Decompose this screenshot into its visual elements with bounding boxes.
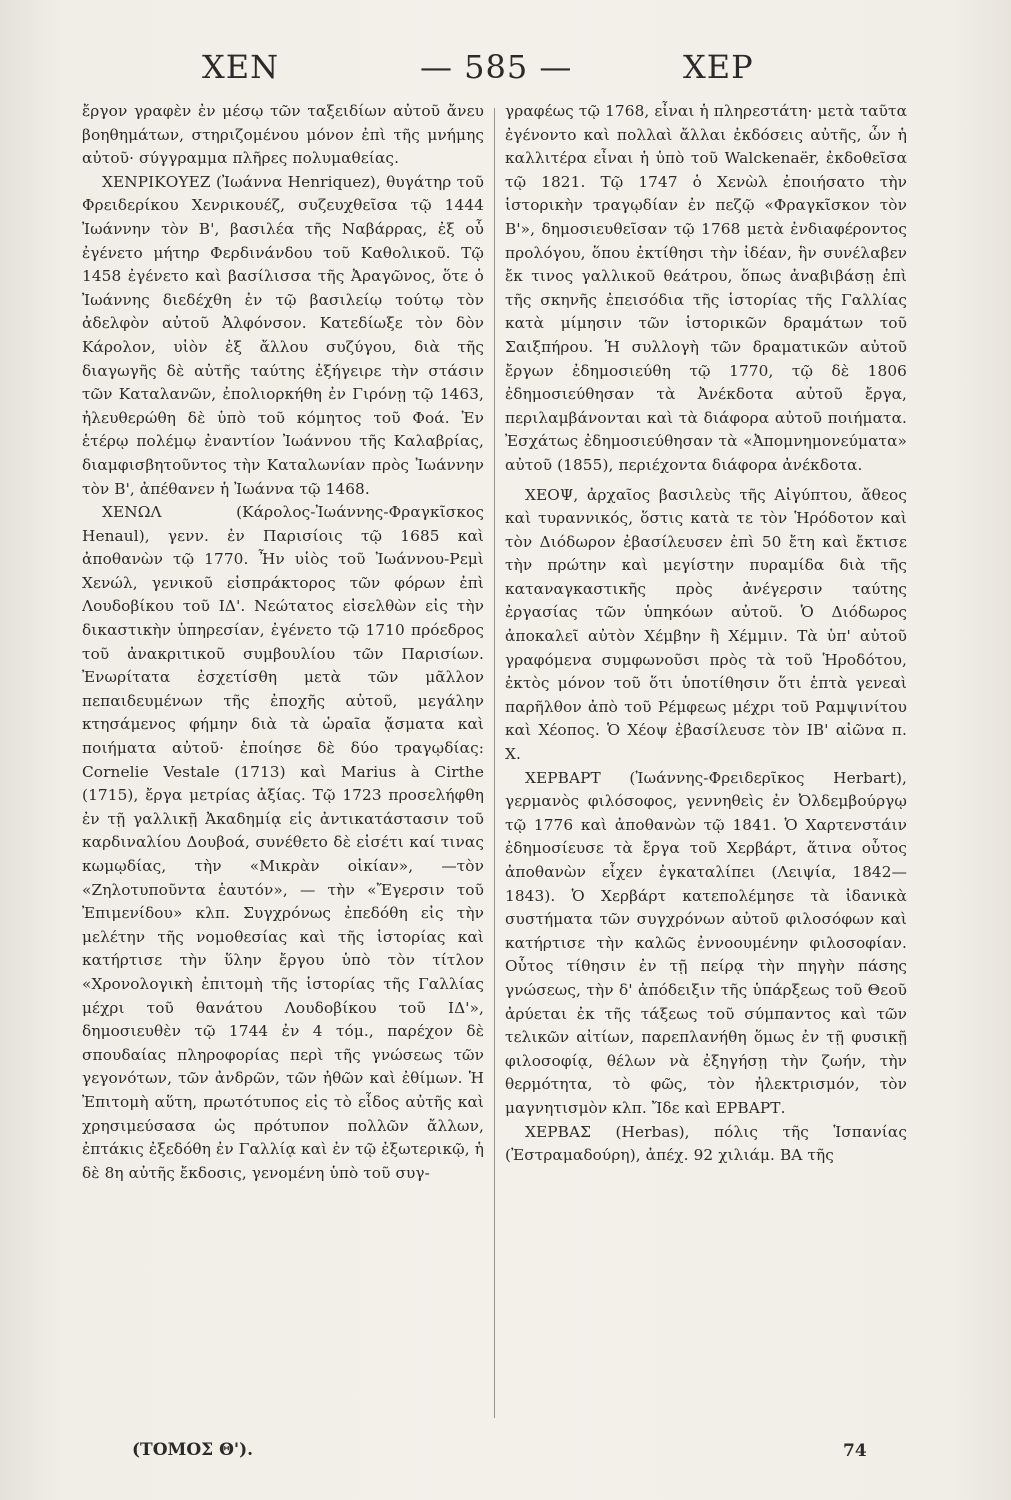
continued-paragraph-right: γραφέως τῷ 1768, εἶναι ἡ πληρεστάτη· μετὰ ταῦτα ἐγένοντο καὶ πολλαὶ ἄλλαι ἐκδόσεις αὐτῆς, ὧν ἡ καλλιτέρα εἶναι ἡ ὑπὸ τοῦ Walckenaër, ἐκδοθεῖσα τῷ 1821. Τῷ 1747 ὁ Χενὼλ ἐποιήσατο τὴν ἱστορικὴν τραγῳδίαν ἐν πεζῷ «Φραγκῖσκον τὸν Β'», δημοσιευθεῖσαν τῷ 1768 μετὰ ἐνδιαφέροντος προλόγου, ὅπου ἐκτίθησι τὴν ἰδέαν, ἣν συνέλαβεν ἔκ τινος γαλλικοῦ θεάτρου, ὅπως ἀναβιβάσῃ ἐπὶ τῆς σκηνῆς ἐπεισόδια τῆς ἱστορίας τῆς Γαλλίας κατὰ μίμησιν τῶν ἱστορικῶν δραμάτων τοῦ Σαιξπήρου. Ἡ συλλογὴ τῶν δραματικῶν αὐτοῦ ἔργων ἐδημοσιεύθη τῷ 1770, τῷ δὲ 1806 ἐδημοσιεύθησαν τὰ Ἀνέκδοτα αὐτοῦ ἔργα, περιλαμβάνονται καὶ τὰ διάφορα αὐτοῦ ποιήματα. Ἐσχάτως ἐδημοσιεύθησαν τὰ «Ἀπομνημονεύματα» αὐτοῦ (1855), περιέχοντα διάφορα ἀνέκδοτα. xyxy=(505,102,907,474)
entry-xervart: ΧΕΡΒΑΡΤ (Ἰωάννης-Φρειδερῖκος Herbart), γερμανὸς φιλόσοφος, γεννηθεὶς ἐν Ὀλδεμβούργῳ τῷ 1776 καὶ ἀποθανὼν τῷ 1841. Ὁ Χαρτενστάιν ἐδημοσίευσε τὰ ἔργα τοῦ Χερβάρτ, ἅτινα οὗτος ἀποθανὼν εἶχεν ἐγκαταλίπει (Λειψία, 1842—1843). Ὁ Χερβάρτ κατεπολέμησε τὰ ἰδανικὰ συστήματα τῶν συγχρόνων αὐτοῦ φιλοσόφων καὶ κατήρτισε τὴν καλῶς ἐννοουμένην φιλοσοφίαν. Οὗτος τίθησιν ἐν τῇ πείρᾳ τὴν πηγὴν πάσης γνώσεως, τὴν δ' ἀπόδειξιν τῆς ὑπάρξεως τοῦ Θεοῦ ἀρύεται ἐκ τῆς τάξεως τοῦ σύμπαντος καὶ τῶν τελικῶν αἰτίων, παρεπλανήθη ὅμως ἐν τῇ φυσικῇ φιλοσοφίᾳ, θέλων νὰ ἐξηγήσῃ τὴν ζωήν, τὴν θερμότητα, τὸ φῶς, τὸν ἠλεκτρισμόν, τὸν μαγνητισμὸν κλπ. Ἴδε καὶ ΕΡΒΑΡΤ. xyxy=(505,768,907,1117)
entry-xeops: ΧΕΟΨ, ἀρχαῖος βασιλεὺς τῆς Αἰγύπτου, ἄθεος καὶ τυραννικός, ὅστις κατὰ τε τὸν Ἡρόδοτον καὶ τὸν Διόδωρον ἐβασίλευσεν ἐπὶ 50 ἔτη καὶ ἔκτισε τὴν πρώτην καὶ μεγίστην πυραμίδα διὰ τῆς καταναγκαστικῆς πρὸς ἀνέγερσιν ταύτης ἐργασίας τῶν ὑπηκόων αὐτοῦ. Ὁ Διόδωρος ἀποκαλεῖ αὐτὸν Χέμβην ἢ Χέμμιν. Τὰ ὑπ' αὐτοῦ γραφόμενα συμφωνοῦσι πρὸς τὰ τοῦ Ἡροδότου, ἐκτὸς μόνον τοῦ ὅτι ὑποτίθησιν ὅτι ἑπτὰ γενεαὶ παρῆλθον ἀπὸ τοῦ Ρέμφεως μέχρι τοῦ Ραμψινίτου καὶ Χέοπος. Ὁ Χέοψ ἐβασίλευσε τὸν ΙΒ' αἰῶνα π. Χ. xyxy=(505,485,907,764)
signature-mark: 74 xyxy=(843,1441,867,1461)
right-column xyxy=(505,100,907,1168)
column-divider xyxy=(494,108,495,1418)
header-right-word: ΧΕΡ xyxy=(683,48,754,86)
volume-marker: (ΤΟΜΟΣ Θ'). xyxy=(132,1440,254,1460)
continued-paragraph: ἔργον γραφὲν ἐν μέσῳ τῶν ταξειδίων αὐτοῦ ἄνευ βοηθημάτων, στηριζομένου μόνον ἐπὶ τῆς μνήμης αὐτοῦ· σύγγραμμα πλῆρες πολυμαθείας. xyxy=(82,102,484,168)
entry-xenol: ΧΕΝΩΛ (Κάρολος-Ἰωάννης-Φραγκῖσκος Henaul), γενν. ἐν Παρισίοις τῷ 1685 καὶ ἀποθανὼν τῷ 1770. Ἦν υἱὸς τοῦ Ἰωάννου-Ρεμὶ Χενώλ, γενικοῦ εἰσπράκτορος τῶν φόρων ἐπὶ Λουδοβίκου τοῦ ΙΔ'. Νεώτατος εἰσελθὼν εἰς τὴν δικαστικὴν ὑπηρεσίαν, ἐγένετο τῷ 1710 πρόεδρος τοῦ ἀνακριτικοῦ συμβουλίου τῶν Παρισίων. Ἐνωρίτατα ἐσχετίσθη μετὰ τῶν μᾶλλον πεπαιδευμένων τῆς ἐποχῆς αὐτοῦ, μεγάλην κτησάμενος φήμην διὰ τὰ ὡραῖα ᾄσματα καὶ ποιήματα αὐτοῦ· ἐποίησε δὲ δύο τραγῳδίας: Cornelie Vestale (1713) καὶ Marius à Cirthe (1715), ἔργα μετρίας ἀξίας. Τῷ 1723 προσελήφθη ἐν τῇ γαλλικῇ Ἀκαδημίᾳ εἰς ἀντικατάστασιν τοῦ καρδιναλίου Δουβοά, συνέθετο δὲ εἰσέτι καί τινας κωμῳδίας, τὴν «Μικρὰν οἰκίαν», —τὸν «Ζηλοτυποῦντα ἑαυτόν», — τὴν «Ἔγερσιν τοῦ Ἐπιμενίδου» κλπ. Συγχρόνως ἐπεδόθη εἰς τὴν μελέτην τῆς νομοθεσίας καὶ τῆς ἱστορίας καὶ κατήρτισε τὴν ὕλην ἔργου ὑπὸ τὸν τίτλον «Χρονολογικὴ ἐπιτομὴ τῆς ἱστορίας τῆς Γαλλίας μέχρι τοῦ θανάτου Λουδοβίκου τοῦ ΙΔ'», δημοσιευθὲν τῷ 1744 ἐν 4 τόμ., παρέχον δὲ σπουδαίας πληροφορίας περὶ τῆς γνώσεως τῶν γεγονότων, τῶν ἀνδρῶν, τῶν ἠθῶν καὶ ἐθίμων. Ἡ Ἐπιτομὴ αὕτη, πρωτότυπος εἰς τὸ εἶδος αὐτῆς καὶ χρησιμεύσασα ὡς πρότυπον πολλῶν ἄλλων, ἐπτάκις ἐξεδόθη ἐν Γαλλίᾳ καὶ ἐν τῷ ἐξωτερικῷ, ἡ δὲ 8η αὐτῆς ἔκδοσις, γενομένη ὑπὸ τοῦ συγ- xyxy=(82,503,484,1182)
running-header xyxy=(0,40,1011,90)
entry-xenrikouez: ΧΕΝΡΙΚΟΥΕΖ (Ἰωάννα Henriquez), θυγάτηρ τοῦ Φρειδερίκου Χενρικουέζ, συζευχθεῖσα τῷ 1444 Ἰωάννην τὸν Β', βασιλέα τῆς Ναβάρρας, ἐξ οὗ ἐγένετο μήτηρ Φερδινάνδου τοῦ Καθολικοῦ. Τῷ 1458 ἐγένετο καὶ βασίλισσα τῆς Ἀραγῶνος, ὅτε ὁ Ἰωάννης διεδέχθη ἐν τῷ βασιλείῳ τούτῳ τὸν ἀδελφὸν αὐτοῦ Ἀλφόνσον. Κατεδίωξε τὸν δὸν Κάρολον, υἱὸν ἐξ ἄλλου συζύγου, διὰ τῆς διαγωγῆς δὲ αὐτῆς ταύτης ἐξήγειρε τὴν στάσιν τῶν Καταλανῶν, ἐπολιορκήθη ἐν Γιρόνῃ τῷ 1463, ἠλευθερώθη δὲ ὑπὸ τοῦ κόμητος τοῦ Φοά. Ἐν ἑτέρῳ πολέμῳ ἐναντίον Ἰωάννου τῆς Καλαβρίας, διαμφισβητοῦντος τὴν Καταλωνίαν πρὸς Ἰωάννην τὸν Β', ἀπέθανεν ἡ Ἰωάννα τῷ 1468. xyxy=(82,172,484,498)
left-column xyxy=(82,100,484,1185)
entry-xervas: ΧΕΡΒΑΣ (Herbas), πόλις τῆς Ἱσπανίας (Ἐστραμαδούρη), ἀπέχ. 92 χιλιάμ. ΒΑ τῆς xyxy=(505,1122,907,1165)
page-number: — 585 — xyxy=(420,48,573,86)
header-left-word: ΧΕΝ xyxy=(202,48,280,86)
